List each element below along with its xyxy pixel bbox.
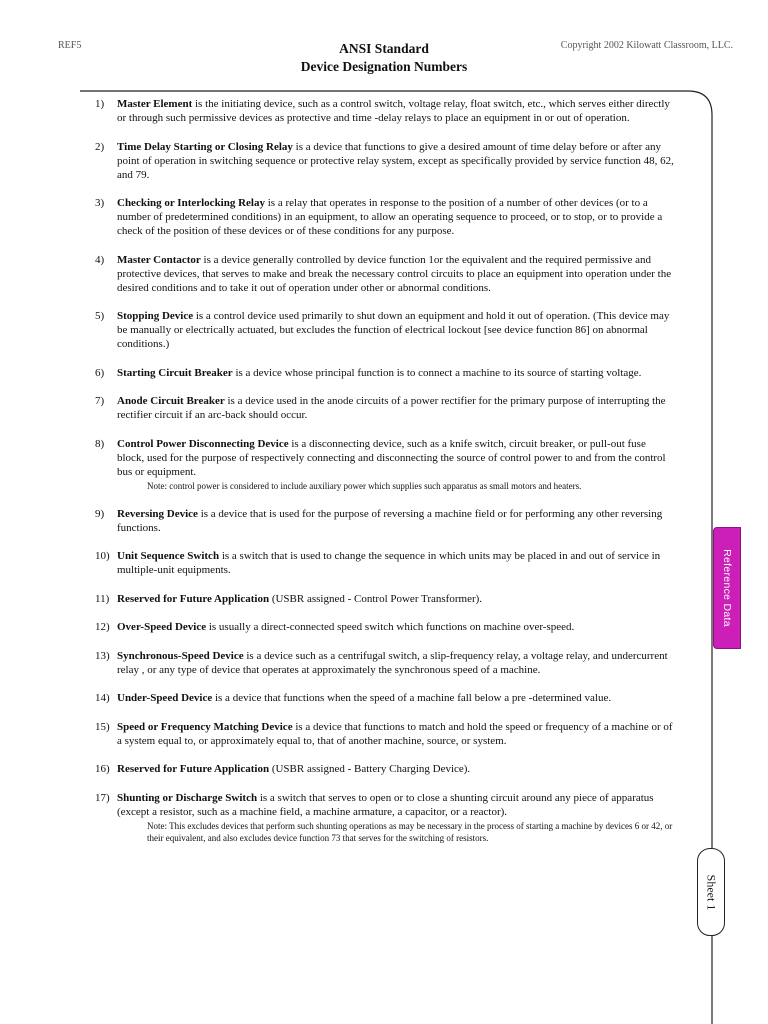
item-description: is a switch that serves to open or to close a shunting circuit around any piece of apparatus (except a resistor, such as a machine field, a machine armature, a capacitor, or a reactor). [117,791,654,818]
item-body [117,196,675,238]
item-term: Unit Sequence Switch [117,550,220,562]
item-description: is a switch that is used to change the sequence in which units may be placed in and out of service in multiple-unit equipments. [117,550,661,576]
item-term: Shunting or Discharge Switch [117,791,258,804]
item-term: Master Contactor [117,253,201,266]
list-item [95,394,675,422]
item-description: is a device that functions to give a desired amount of time delay before or after any point of operation in switching sequence or protective relay system, except as specifically provided by service function 48, 62, and 79. [117,140,674,181]
item-description: is a disconnecting device, such as a knife switch, circuit breaker, or pull-out fuse block, used for the purpose of respectively connecting and disconnecting the source of control power to and from the control bus or equipment. [117,437,666,478]
item-term: Reserved for Future Application [117,763,270,775]
list-item [95,592,675,606]
definition-list [95,97,675,859]
item-number: 2) [95,140,105,153]
item-term: Time Delay Starting or Closing Relay [117,140,293,153]
item-description: is a device that is used for the purpose of reversing a machine field or for performing any other reversing functions. [117,507,663,534]
item-number: 14) [95,692,110,704]
item-number: 9) [95,507,105,520]
item-number: 4) [95,253,105,266]
list-item [95,140,675,182]
item-number: 17) [95,791,110,804]
list-item [95,791,675,845]
item-description: is a control device used primarily to shut down an equipment and hold it out of operation. (This device may be manually or electrically actuated, but excludes the function of electrical lockout [see device function 86] on abnormal conditions.) [117,310,670,350]
item-description: is a device such as a centrifugal switch, a slip-frequency relay, a voltage relay, and undercurrent relay , or any type of device that operates at approximately the synchronous speed of a machine. [117,649,668,676]
item-term: Speed or Frequency Matching Device [117,720,293,733]
item-number: 12) [95,621,110,633]
list-item [95,309,675,351]
list-item [95,691,675,705]
item-term: Stopping Device [117,310,194,322]
item-body [117,253,675,295]
item-body [117,507,675,535]
item-term: Anode Circuit Breaker [117,395,225,407]
item-description: is a device whose principal function is to connect a machine to its source of starting voltage. [232,366,642,379]
list-item [95,649,675,677]
item-number: 11) [95,592,110,605]
item-description: is the initiating device, such as a control switch, voltage relay, float switch, etc., which serves either directly or through such permissive devices as protective and time -delay relays to place an equipment in or out of operation. [117,98,670,124]
item-number: 6) [95,366,105,379]
item-number: 13) [95,649,110,662]
item-number: 10) [95,550,110,562]
page-title [0,40,768,76]
item-term: Under-Speed Device [117,692,213,704]
item-term: Reserved for Future Application [117,592,270,605]
reference-data-tab [713,527,741,649]
sheet-marker [697,848,725,936]
item-description: (USBR assigned - Battery Charging Device). [269,763,471,775]
list-item [95,97,675,125]
item-number: 16) [95,763,110,775]
item-term: Checking or Interlocking Relay [117,197,265,209]
item-term: Control Power Disconnecting Device [117,437,289,450]
item-number: 15) [95,720,110,733]
item-note: Note: control power is considered to include auxiliary power which supplies such apparatus as small motors and heaters. [147,480,582,491]
item-body [117,762,675,776]
item-description: is a relay that operates in response to the position of a number of other devices (or to a number of predetermined conditions) in an equipment, to allow an operating sequence to proceed, or to stop, or to provide a check of the position of these devices or of these conditions for any purpose. [117,197,663,237]
item-body [117,791,675,845]
item-body [117,620,675,634]
title-line-2: Device Designation Numbers [300,59,468,74]
list-item [95,720,675,748]
list-item [95,762,675,776]
title-line-1: ANSI Standard [339,41,429,56]
item-number: 5) [95,310,105,322]
item-body [117,394,675,422]
item-number: 1) [95,98,105,110]
list-item [95,253,675,295]
item-body [117,309,675,351]
reference-data-label: Reference Data [721,549,733,627]
item-body [117,366,675,380]
reference-code: REF5 [58,40,82,51]
copyright-notice: Copyright 2002 Kilowatt Classroom, LLC. [560,40,733,51]
item-body [117,592,675,606]
item-body [117,649,675,677]
item-body [117,97,675,125]
item-body [117,140,675,182]
item-body [117,720,675,748]
item-body [117,549,675,577]
item-description: (USBR assigned - Control Power Transformer). [269,592,483,605]
item-number: 8) [95,437,105,450]
item-body [117,691,675,705]
item-term: Master Element [117,98,193,110]
list-item [95,196,675,238]
item-description: is usually a direct-connected speed switch which functions on machine over-speed. [206,621,575,633]
list-item [95,620,675,634]
list-item [95,549,675,577]
item-term: Over-Speed Device [117,621,207,633]
item-term: Synchronous-Speed Device [117,649,244,662]
item-description: is a device used in the anode circuits of a power rectifier for the primary purpose of interrupting the rectifier circuit if an arc-back should occur. [117,395,666,421]
item-note: Note: This excludes devices that perform such shunting operations as may be necessary in the process of starting a machine by devices 6 or 42, or their equivalent, and also excludes device function 73 that serves for the switching of resistors. [147,820,673,843]
item-description: is a device that functions to match and hold the speed or frequency of a machine or of a system equal to, or approximately equal to, that of another machine, source, or system. [117,720,673,747]
item-term: Starting Circuit Breaker [117,366,233,379]
item-description: is a device generally controlled by device function 1or the equivalent and the required permissive and protective devices, that serves to make and break the necessary control circuits to place an equipment into operation under the desired conditions and to take it out of operation under other or abnormal conditions. [117,253,672,294]
item-number: 7) [95,395,105,407]
item-term: Reversing Device [117,507,198,520]
item-body [117,437,675,493]
item-number: 3) [95,197,105,209]
list-item [95,507,675,535]
item-description: is a device that functions when the speed of a machine fall below a pre -determined value. [212,692,612,704]
list-item [95,437,675,493]
list-item [95,366,675,380]
sheet-label: Sheet 1 [704,874,719,910]
